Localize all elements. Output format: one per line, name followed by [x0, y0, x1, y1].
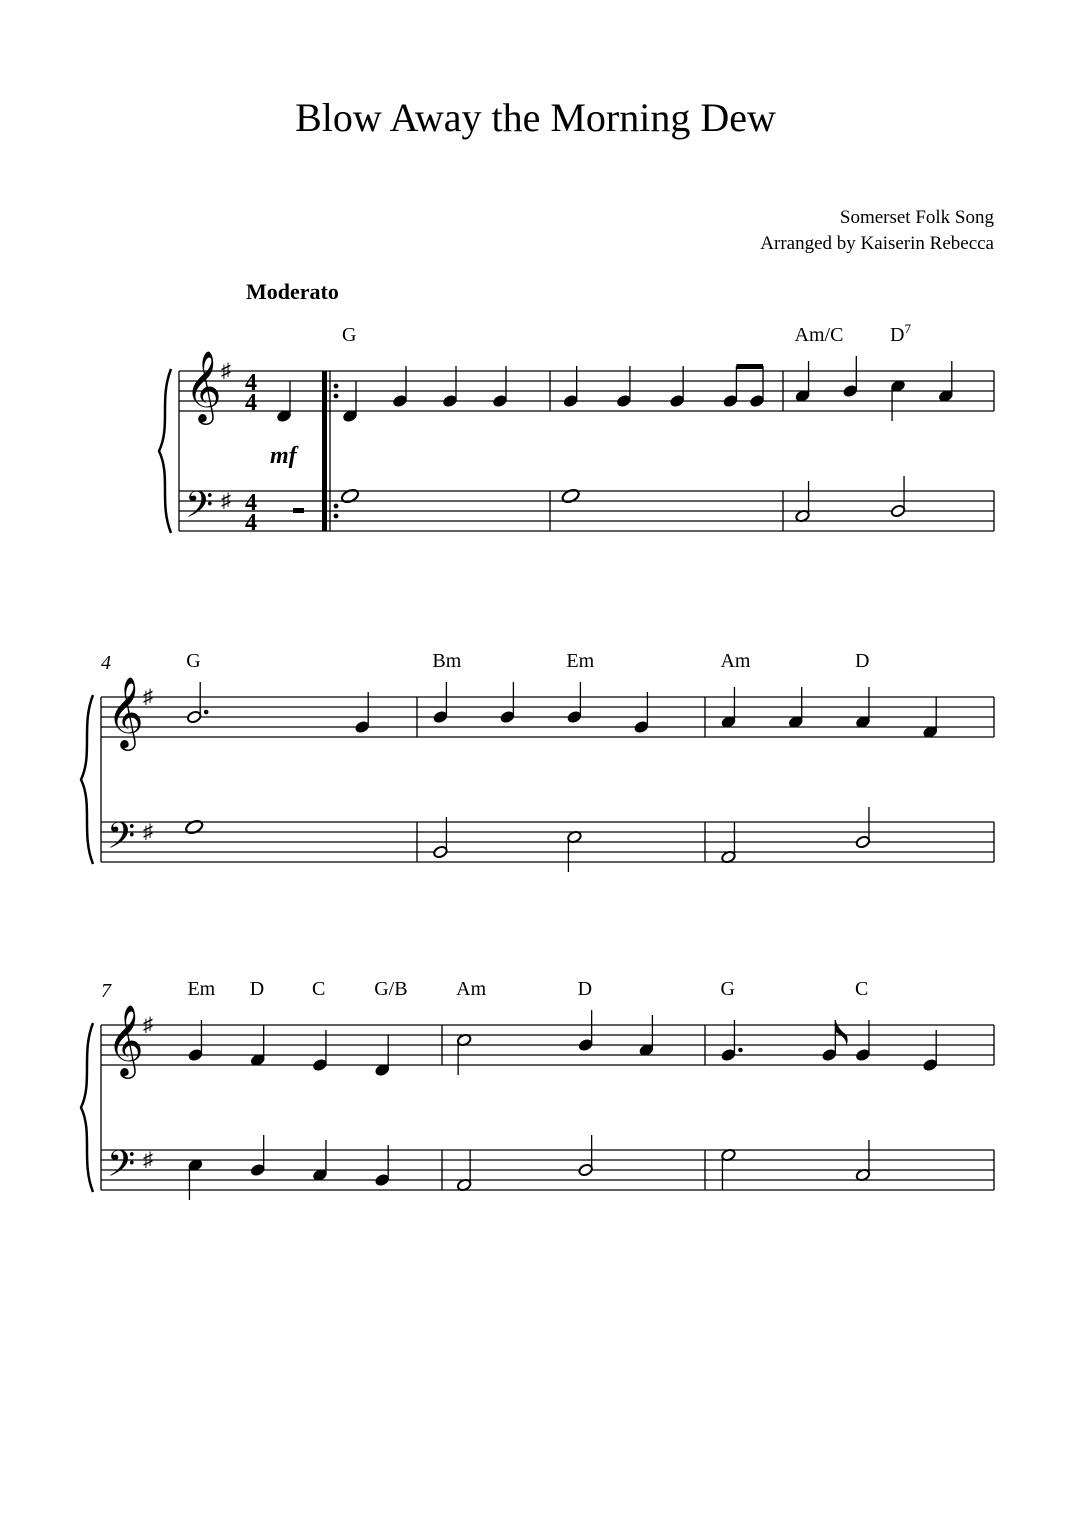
half-rest [293, 508, 304, 513]
chord-symbol: G/B [374, 978, 408, 1000]
composer-credit: Somerset Folk Song [839, 207, 994, 228]
system-brace [81, 695, 93, 864]
page-title: Blow Away the Morning Dew [295, 95, 776, 140]
sharp-icon: ♯ [221, 490, 231, 512]
chord-symbol: Am/C [794, 324, 844, 346]
repeat-dot [334, 504, 339, 509]
system-brace [81, 1023, 93, 1192]
repeat-dot [334, 394, 339, 399]
bass-clef-icon: 𝄢 [185, 485, 214, 534]
chord-symbol: D [854, 650, 870, 672]
time-signature-bottom: 4 [245, 510, 257, 536]
treble-note-flag [835, 1020, 847, 1046]
repeat-dot [334, 514, 339, 519]
bass-clef-icon: 𝄢 [107, 816, 136, 865]
repeat-dot [334, 384, 339, 389]
chord-symbol: Bm [432, 650, 462, 672]
repeat-start-thick-bar [322, 371, 327, 531]
eighth-beam [736, 364, 763, 369]
treble-clef-icon: 𝄞 [107, 1007, 144, 1075]
treble-note-dot [204, 710, 209, 715]
chord-superscript: 7 [904, 321, 912, 336]
measure-number: 4 [101, 652, 111, 674]
tempo-marking: Moderato [246, 279, 339, 304]
chord-symbol: Am [456, 978, 487, 1000]
chord-symbol: D [249, 978, 265, 1000]
measure-number: 7 [101, 980, 111, 1002]
bass-clef-icon: 𝄢 [107, 1144, 136, 1193]
chord-symbol: Am [720, 650, 751, 672]
chord-symbol: C [311, 978, 326, 1000]
chord-symbol: Em [566, 650, 595, 672]
chord-symbol: D [577, 978, 593, 1000]
bass-note-whole-note [184, 819, 204, 836]
bass-note-whole-note [561, 488, 581, 505]
chord-symbol: G [342, 324, 357, 346]
time-signature-bottom: 4 [245, 390, 257, 416]
sharp-icon: ♯ [143, 686, 153, 708]
sharp-icon: ♯ [143, 1149, 153, 1171]
sharp-icon: ♯ [143, 1014, 153, 1036]
chord-symbol: Em [187, 978, 216, 1000]
chord-symbol: $D^7$ [890, 321, 912, 346]
treble-clef-icon: 𝄞 [107, 679, 144, 747]
time-signature-top: 4 [245, 490, 257, 516]
treble-clef-icon: 𝄞 [185, 353, 222, 421]
treble-note-dot [738, 1048, 743, 1053]
chord-symbol: C [854, 978, 869, 1000]
sharp-icon: ♯ [221, 360, 231, 382]
sharp-icon: ♯ [143, 821, 153, 843]
bass-note-whole-note [340, 488, 360, 505]
dynamic-marking: mf [270, 443, 297, 469]
time-signature-top: 4 [245, 370, 257, 396]
system-brace [159, 369, 171, 533]
chord-symbol: G [186, 650, 201, 672]
chord-symbol: G [720, 978, 735, 1000]
arranger-credit: Arranged by Kaiserin Rebecca [760, 233, 994, 254]
